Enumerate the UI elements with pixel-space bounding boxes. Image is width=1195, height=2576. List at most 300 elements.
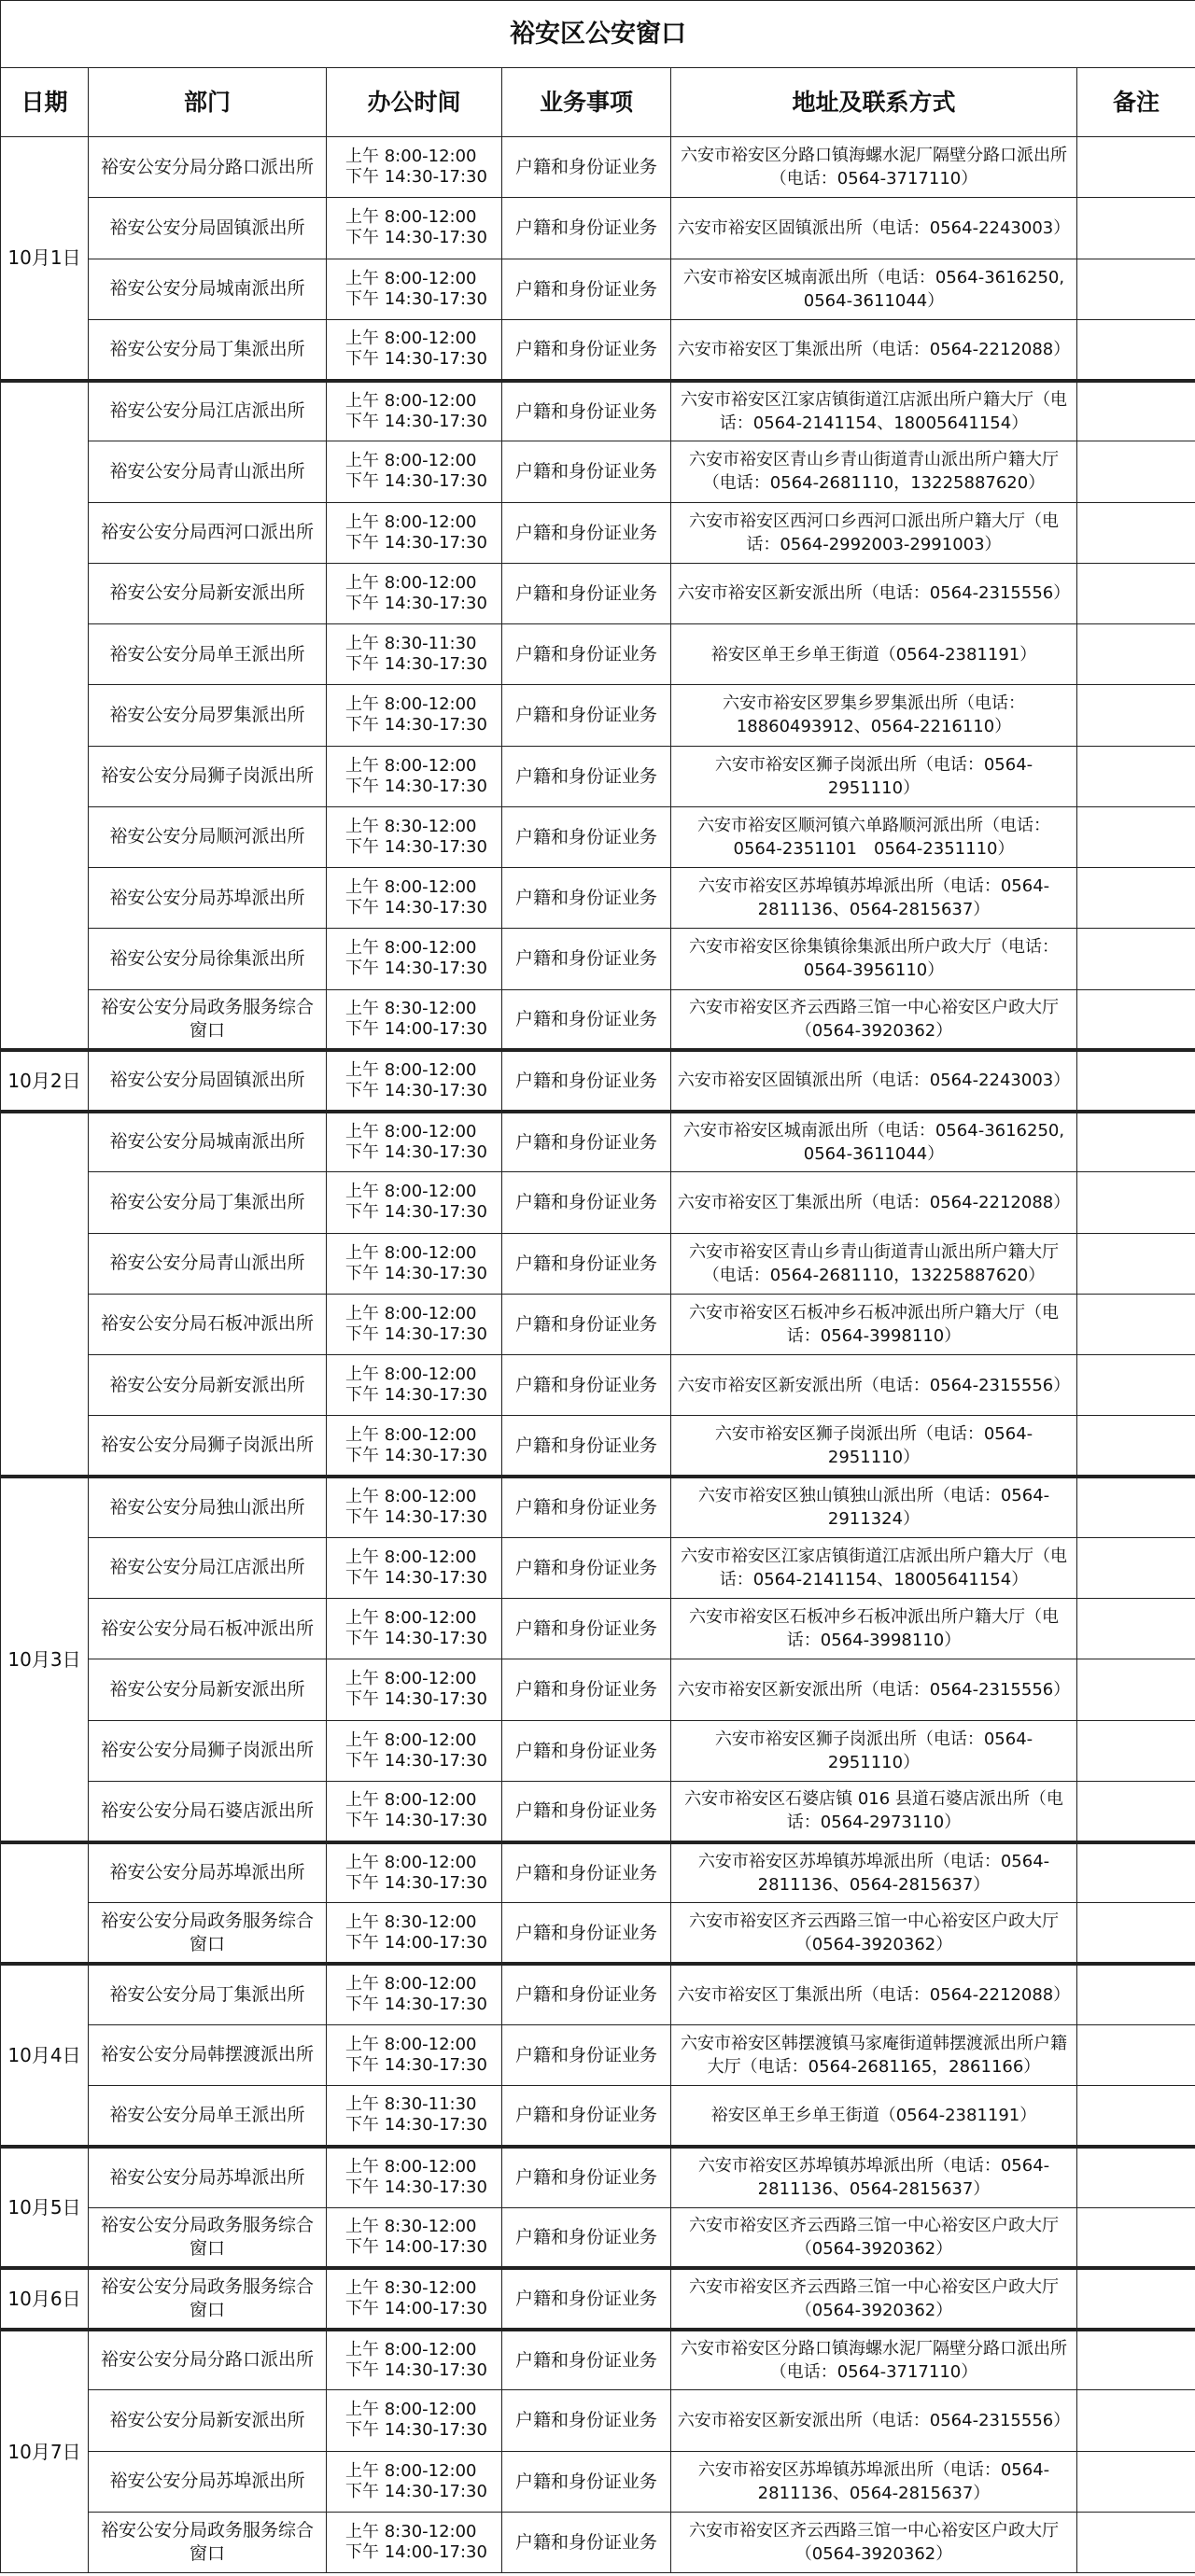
note-cell	[1077, 1599, 1195, 1659]
note-cell	[1077, 1355, 1195, 1416]
cell-line: 下午 14:30-17:30	[345, 1689, 487, 1710]
hours-cell	[327, 1233, 502, 1294]
cell-line: 下午 14:30-17:30	[345, 1323, 487, 1344]
cell-line: 上午 8:00-12:00	[345, 938, 477, 959]
cell-line: 上午 8:00-12:00	[345, 1729, 477, 1750]
business-cell: 户籍和身份证业务	[502, 1294, 671, 1354]
address-cell	[671, 1355, 1077, 1416]
cell-line: 下午 14:30-17:30	[345, 1811, 487, 1831]
dept-cell	[89, 1355, 327, 1416]
cell-line: 六安市裕安区分路口镇海螺水泥厂隔壁分路口派出	[681, 2338, 1050, 2359]
cell-line: 下午 14:30-17:30	[345, 776, 487, 796]
hours-cell	[327, 1050, 502, 1111]
hours-cell	[327, 2147, 502, 2207]
hours-cell	[327, 1172, 502, 1233]
cell-line: 上午 8:00-12:00	[345, 1121, 477, 1141]
address-cell	[671, 624, 1077, 685]
cell-line: 下午 14:30-17:30	[345, 836, 487, 857]
cell-line: 裕安公安分局新安派出所	[109, 2409, 305, 2430]
cell-line: （电话：0564-2992003-2991003）	[746, 511, 1059, 554]
cell-line: 六安市裕安区独山镇独山派出所	[697, 1486, 934, 1506]
hours-cell	[327, 259, 502, 319]
note-cell	[1077, 2268, 1195, 2329]
hours-cell	[327, 2024, 502, 2085]
cell-line: 六安市裕安区固镇派出所	[677, 217, 863, 238]
table-row	[1, 198, 1195, 259]
hours-cell	[327, 1659, 502, 1720]
cell-line: 上午 8:00-12:00	[345, 329, 477, 349]
business-cell: 户籍和身份证业务	[502, 1537, 671, 1598]
business-cell: 户籍和身份证业务	[502, 1781, 671, 1841]
cell-line: （电话：0564-2212088）	[862, 339, 1071, 359]
address-cell	[671, 563, 1077, 623]
cell-line: 六安市裕安区狮子岗派出所	[714, 754, 917, 775]
note-cell	[1077, 1659, 1195, 1720]
dept-cell	[89, 1964, 327, 2024]
cell-line: （电话：0564-2212088）	[862, 1984, 1071, 2005]
dept-cell	[89, 989, 327, 1050]
address-cell	[671, 1964, 1077, 2024]
note-cell	[1077, 2147, 1195, 2207]
note-cell	[1077, 259, 1195, 319]
note-cell	[1077, 1233, 1195, 1294]
cell-line: （电话：0564-3998110）	[786, 1302, 1059, 1346]
cell-line: （电话：0564-2315556）	[862, 583, 1071, 604]
cell-line: 六安市裕安区青山乡青山街道青山派出所户籍大厅	[689, 1241, 1059, 1262]
dept-cell	[89, 381, 327, 441]
cell-line: 上午 8:00-12:00	[345, 147, 477, 167]
table-row	[1, 1294, 1195, 1354]
cell-line: （电话：0564-3616250, 0564-3611044）	[803, 1120, 1065, 1164]
cell-line: 六安市裕安区苏埠镇苏埠派出所	[697, 1851, 934, 1871]
hours-cell	[327, 2330, 502, 2390]
cell-line: （电话：0564-2141154、18005641154）	[719, 389, 1067, 433]
note-cell	[1077, 2024, 1195, 2085]
cell-line: 下午 14:30-17:30	[345, 1567, 487, 1588]
cell-line: 下午 14:30-17:30	[345, 1507, 487, 1528]
business-cell: 户籍和身份证业务	[502, 868, 671, 929]
address-cell	[671, 1294, 1077, 1354]
table-row	[1, 1477, 1195, 1537]
cell-line: 裕安公安分局单王派出所	[109, 2104, 305, 2125]
address-cell	[671, 1659, 1077, 1720]
cell-line: 下午 14:30-17:30	[345, 1629, 487, 1649]
table-row	[1, 1233, 1195, 1294]
note-cell	[1077, 806, 1195, 867]
table-row	[1, 1416, 1195, 1477]
header-date: 日期	[1, 68, 89, 137]
cell-line: 六安市裕安区新安派出所	[677, 583, 863, 604]
table-row	[1, 1659, 1195, 1720]
hours-cell	[327, 1537, 502, 1598]
note-cell	[1077, 1477, 1195, 1537]
cell-line: 上午 8:00-12:00	[345, 1303, 477, 1323]
cell-line: 上午 8:00-12:00	[345, 2034, 477, 2054]
cell-line: 六安市裕安区徐集镇徐集派出所户政大厅	[689, 937, 991, 958]
cell-line: （电话：0564-2811136、0564-2815637）	[757, 2459, 1050, 2503]
cell-line: 六安市裕安区齐云西路三馆一中心裕安区户政大厅	[689, 1911, 1059, 1931]
cell-line: （电话：0564-2951110）	[827, 754, 1033, 798]
cell-line: 所（电话：0564-3717110）	[769, 2338, 1067, 2382]
hours-cell	[327, 502, 502, 563]
table-row	[1, 1964, 1195, 2024]
dept-cell	[89, 2207, 327, 2268]
cell-line: 下午 14:30-17:30	[345, 2115, 487, 2135]
address-cell	[671, 806, 1077, 867]
table-row	[1, 989, 1195, 1050]
address-cell	[671, 2451, 1077, 2512]
cell-line: 上午 8:00-12:00	[345, 1547, 477, 1567]
dept-cell	[89, 1172, 327, 1233]
cell-line: 上午 8:30-12:00	[345, 2216, 477, 2236]
table-row	[1, 806, 1195, 867]
table-row	[1, 502, 1195, 563]
cell-line: 裕安公安分局江店派出所	[109, 400, 305, 422]
dept-cell	[89, 929, 327, 989]
cell-line: （电话：0564-2315556）	[862, 1375, 1071, 1395]
dept-cell	[89, 1903, 327, 1964]
business-cell: 户籍和身份证业务	[502, 441, 671, 502]
business-cell: 户籍和身份证业务	[502, 1842, 671, 1903]
cell-line: 下午 14:00-17:30	[345, 2236, 487, 2257]
table-row	[1, 868, 1195, 929]
hours-cell	[327, 868, 502, 929]
address-cell	[671, 198, 1077, 259]
cell-line: 下午 14:30-17:30	[345, 715, 487, 735]
header-business: 业务事项	[502, 68, 671, 137]
cell-line: （电话：0564-2243003）	[862, 1071, 1071, 1091]
cell-line: 政务服务综合窗口	[189, 1910, 315, 1954]
cell-line: （电话：0564-2141154、18005641154）	[719, 1546, 1067, 1589]
business-cell: 户籍和身份证业务	[502, 1599, 671, 1659]
dept-cell	[89, 1477, 327, 1537]
cell-line: 裕安公安分局石板冲派出所	[100, 1313, 314, 1335]
cell-line: 裕安公安分局青山派出所	[109, 1253, 305, 1274]
cell-line: 上午 8:00-12:00	[345, 694, 477, 715]
business-cell: 户籍和身份证业务	[502, 929, 671, 989]
table-row	[1, 2268, 1195, 2329]
dept-cell	[89, 1842, 327, 1903]
table-row	[1, 2451, 1195, 2512]
address-cell	[671, 2390, 1077, 2451]
cell-line: 裕安公安分局狮子岗派出所	[100, 765, 314, 787]
cell-line: 上午 8:00-12:00	[345, 755, 477, 776]
address-cell	[671, 2268, 1077, 2329]
dept-cell	[89, 2451, 327, 2512]
cell-line: 裕安区单王乡单王街道（0564-2381191）	[710, 2105, 1037, 2125]
business-cell: 户籍和身份证业务	[502, 137, 671, 198]
business-cell: 户籍和身份证业务	[502, 1659, 671, 1720]
cell-line: 六安市裕安区石婆店镇 016 县道石婆店派出所	[684, 1789, 1030, 1810]
cell-line: 上午 8:00-12:00	[345, 1059, 477, 1080]
dept-cell	[89, 1112, 327, 1172]
cell-line: （电话：0564-2681110，13225887620）	[702, 1265, 1046, 1285]
cell-line: 上午 8:30-11:30	[345, 2094, 477, 2115]
dept-cell	[89, 259, 327, 319]
cell-line: 下午 14:30-17:30	[345, 471, 487, 492]
cell-line: 下午 14:30-17:30	[345, 2054, 487, 2075]
address-cell	[671, 1050, 1077, 1111]
business-cell: 户籍和身份证业务	[502, 746, 671, 806]
cell-line: 裕安公安分局新安派出所	[109, 582, 305, 604]
address-cell	[671, 1112, 1077, 1172]
cell-line: 下午 14:30-17:30	[345, 411, 487, 431]
cell-line: 下午 14:30-17:30	[345, 167, 487, 188]
cell-line: 上午 8:00-12:00	[345, 2460, 477, 2481]
note-cell	[1077, 2390, 1195, 2451]
cell-line: 裕安公安分局狮子岗派出所	[100, 1435, 314, 1456]
cell-line: （电话：0564-2911324）	[827, 1486, 1050, 1530]
note-cell	[1077, 319, 1195, 380]
date-cell	[1, 381, 89, 1051]
cell-line: 下午 14:30-17:30	[345, 1080, 487, 1100]
address-cell	[671, 1842, 1077, 1903]
cell-line: 上午 8:30-11:30	[345, 634, 477, 654]
cell-line: 上午 8:00-12:00	[345, 1669, 477, 1689]
table-row	[1, 1720, 1195, 1781]
business-cell: 户籍和身份证业务	[502, 806, 671, 867]
hours-cell	[327, 1294, 502, 1354]
table-row	[1, 1050, 1195, 1111]
address-cell	[671, 1720, 1077, 1781]
cell-line: （电话：0564-2315556）	[862, 2410, 1071, 2430]
cell-line: 六安市裕安区罗集乡罗集派出所	[723, 693, 958, 714]
address-cell	[671, 319, 1077, 380]
table-row	[1, 929, 1195, 989]
cell-line: 裕安公安分局石板冲派出所	[100, 1617, 314, 1639]
cell-line: 裕安公安分局城南派出所	[109, 278, 305, 300]
note-cell	[1077, 502, 1195, 563]
hours-cell	[327, 624, 502, 685]
cell-line: 六安市裕安区西河口乡西河口派出所户籍大厅	[689, 511, 1025, 531]
cell-line: 下午 14:30-17:30	[345, 1141, 487, 1162]
table-row	[1, 381, 1195, 441]
address-cell	[671, 441, 1077, 502]
table-row	[1, 685, 1195, 746]
cell-line: 六安市裕安区顺河镇六单路顺河派出所	[697, 815, 983, 835]
address-cell	[671, 137, 1077, 198]
dept-cell	[89, 2512, 327, 2572]
dept-cell	[89, 2086, 327, 2147]
dept-cell	[89, 137, 327, 198]
cell-line: 裕安公安分局新安派出所	[109, 1678, 305, 1700]
cell-line: （电话：0564-2811136、0564-2815637）	[757, 2156, 1050, 2200]
cell-line: 裕安公安分局青山派出所	[109, 460, 305, 482]
cell-line: 裕安公安分局狮子岗派出所	[100, 1740, 314, 1761]
cell-line: 裕安公安分局苏埠派出所	[109, 2166, 305, 2188]
hours-cell	[327, 2268, 502, 2329]
cell-line: 裕安公安分局	[100, 1910, 207, 1931]
date-cell	[1, 1112, 89, 1477]
business-cell: 户籍和身份证业务	[502, 2451, 671, 2512]
table-row	[1, 259, 1195, 319]
cell-line: 上午 8:00-12:00	[345, 1365, 477, 1385]
cell-line: 裕安公安分局	[100, 2275, 207, 2297]
dept-cell	[89, 806, 327, 867]
note-cell	[1077, 2207, 1195, 2268]
page-title: 裕安区公安窗口	[1, 1, 1195, 68]
hours-cell	[327, 2207, 502, 2268]
cell-line: 上午 8:00-12:00	[345, 451, 477, 471]
cell-line: 六安市裕安区城南派出所	[682, 267, 868, 287]
cell-line: 六安市裕安区丁集派出所	[677, 1984, 863, 2005]
cell-line: 下午 14:30-17:30	[345, 2420, 487, 2441]
cell-line: 下午 14:00-17:30	[345, 2298, 487, 2318]
cell-line: 上午 8:30-12:00	[345, 1911, 477, 1932]
header-note: 备注	[1077, 68, 1195, 137]
address-cell	[671, 1781, 1077, 1841]
cell-line: 六安市裕安区齐云西路三馆一中心裕安区户政大厅	[689, 2276, 1059, 2297]
cell-line: 下午 14:30-17:30	[345, 1445, 487, 1465]
business-cell: 户籍和身份证业务	[502, 2207, 671, 2268]
cell-line: 政务服务综合窗口	[189, 2275, 315, 2320]
table-row	[1, 1599, 1195, 1659]
table-row	[1, 2207, 1195, 2268]
note-cell	[1077, 441, 1195, 502]
header-hours: 办公时间	[327, 68, 502, 137]
business-cell: 户籍和身份证业务	[502, 1112, 671, 1172]
address-cell	[671, 502, 1077, 563]
cell-line: 六安市裕安区石板冲乡石板冲派出所户籍大厅	[689, 1302, 1025, 1323]
cell-line: 下午 14:00-17:30	[345, 1018, 487, 1039]
hours-cell	[327, 1416, 502, 1477]
cell-line: 上午 8:00-12:00	[345, 1974, 477, 1995]
hours-cell	[327, 989, 502, 1050]
cell-line: 六安市裕安区苏埠镇苏埠派出所	[697, 2156, 934, 2177]
note-cell	[1077, 1964, 1195, 2024]
dept-cell	[89, 319, 327, 380]
hours-cell	[327, 746, 502, 806]
dept-cell	[89, 1050, 327, 1111]
address-cell	[671, 2512, 1077, 2572]
table-row	[1, 319, 1195, 380]
hours-cell	[327, 563, 502, 623]
note-cell	[1077, 1842, 1195, 1903]
table-row	[1, 1537, 1195, 1598]
business-cell: 户籍和身份证业务	[502, 2024, 671, 2085]
header-dept: 部门	[89, 68, 327, 137]
cell-line: 六安市裕安区固镇派出所	[677, 1071, 863, 1091]
cell-line: 下午 14:30-17:30	[345, 1750, 487, 1771]
cell-line: 裕安公安分局	[100, 2214, 207, 2235]
cell-line: （0564-3920362）	[794, 2238, 953, 2259]
date-cell: 10月1日	[1, 137, 89, 381]
dept-cell	[89, 624, 327, 685]
date-cell: 10月3日	[1, 1477, 89, 1842]
cell-line: 裕安公安分局固镇派出所	[109, 217, 305, 238]
business-cell: 户籍和身份证业务	[502, 2330, 671, 2390]
address-cell	[671, 1537, 1077, 1598]
dept-cell	[89, 1659, 327, 1720]
business-cell: 户籍和身份证业务	[502, 1355, 671, 1416]
cell-line: 上午 8:30-12:00	[345, 2521, 477, 2541]
address-cell	[671, 929, 1077, 989]
cell-line: 下午 14:30-17:30	[345, 1872, 487, 1893]
note-cell	[1077, 1172, 1195, 1233]
cell-line: 六安市裕安区苏埠镇苏埠派出所	[697, 2459, 934, 2480]
date-cell: 10月5日	[1, 2147, 89, 2269]
table-row	[1, 1112, 1195, 1172]
business-cell: 户籍和身份证业务	[502, 259, 671, 319]
hours-cell	[327, 2390, 502, 2451]
business-cell: 户籍和身份证业务	[502, 198, 671, 259]
table-row	[1, 2024, 1195, 2085]
cell-line: 裕安公安分局新安派出所	[109, 1374, 305, 1395]
cell-line: 裕安公安分局韩摆渡派出所	[100, 2044, 314, 2065]
cell-line: 上午 8:00-12:00	[345, 1242, 477, 1263]
cell-line: 下午 14:30-17:30	[345, 1263, 487, 1283]
note-cell	[1077, 868, 1195, 929]
cell-line: 六安市裕安区江家店镇街道江店派出所户籍大厅	[681, 389, 1033, 410]
address-cell	[671, 2086, 1077, 2147]
cell-line: 裕安公安分局石婆店派出所	[100, 1799, 314, 1821]
cell-line: 上午 8:00-12:00	[345, 1608, 477, 1629]
dept-cell	[89, 502, 327, 563]
cell-line: （电话：0564-2681110，13225887620）	[702, 473, 1046, 494]
cell-line: 下午 14:30-17:30	[345, 228, 487, 248]
note-cell	[1077, 1050, 1195, 1111]
note-cell	[1077, 1416, 1195, 1477]
cell-line: 裕安公安分局苏埠派出所	[109, 2471, 305, 2492]
business-cell: 户籍和身份证业务	[502, 381, 671, 441]
cell-line: 下午 14:00-17:30	[345, 2541, 487, 2562]
cell-line: （电话：0564-3998110）	[786, 1607, 1059, 1651]
cell-line: 六安市裕安区新安派出所	[677, 1679, 863, 1700]
cell-line: 六安市裕安区丁集派出所	[677, 339, 863, 359]
dept-cell	[89, 685, 327, 746]
business-cell: 户籍和身份证业务	[502, 2512, 671, 2572]
note-cell	[1077, 2451, 1195, 2512]
cell-line: 下午 14:30-17:30	[345, 532, 487, 553]
cell-line: 裕安公安分局苏埠派出所	[109, 1862, 305, 1883]
hours-cell	[327, 1964, 502, 2024]
cell-line: 六安市裕安区青山乡青山街道青山派出所户籍大厅	[689, 450, 1059, 470]
table-row	[1, 1172, 1195, 1233]
cell-line: 上午 8:30-12:00	[345, 998, 477, 1018]
dept-cell	[89, 2147, 327, 2207]
note-cell	[1077, 989, 1195, 1050]
cell-line: （电话：0564-2951110）	[827, 1729, 1033, 1772]
date-cell	[1, 1842, 89, 1965]
hours-cell	[327, 1842, 502, 1903]
business-cell: 户籍和身份证业务	[502, 1720, 671, 1781]
table-row	[1, 1903, 1195, 1964]
hours-cell	[327, 1477, 502, 1537]
note-cell	[1077, 563, 1195, 623]
cell-line: 裕安公安分局	[100, 996, 207, 1017]
dept-cell	[89, 1233, 327, 1294]
address-cell	[671, 1477, 1077, 1537]
cell-line: 六安市裕安区江家店镇街道江店派出所户籍大厅	[681, 1546, 1033, 1566]
table-row	[1, 624, 1195, 685]
note-cell	[1077, 746, 1195, 806]
hours-cell	[327, 806, 502, 867]
hours-cell	[327, 2512, 502, 2572]
note-cell	[1077, 929, 1195, 989]
cell-line: 政务服务综合窗口	[189, 2519, 315, 2564]
cell-line: （电话：0564-2811136、0564-2815637）	[757, 1851, 1050, 1895]
cell-line: （电话：0564-2973110）	[786, 1789, 1063, 1833]
business-cell: 户籍和身份证业务	[502, 1964, 671, 2024]
table-body	[1, 137, 1195, 2573]
dept-cell	[89, 2330, 327, 2390]
dept-cell	[89, 198, 327, 259]
address-cell	[671, 1599, 1077, 1659]
cell-line: 上午 8:00-12:00	[345, 511, 477, 532]
cell-line: 政务服务综合窗口	[189, 2214, 315, 2259]
hours-cell	[327, 1599, 502, 1659]
date-cell: 10月2日	[1, 1050, 89, 1111]
